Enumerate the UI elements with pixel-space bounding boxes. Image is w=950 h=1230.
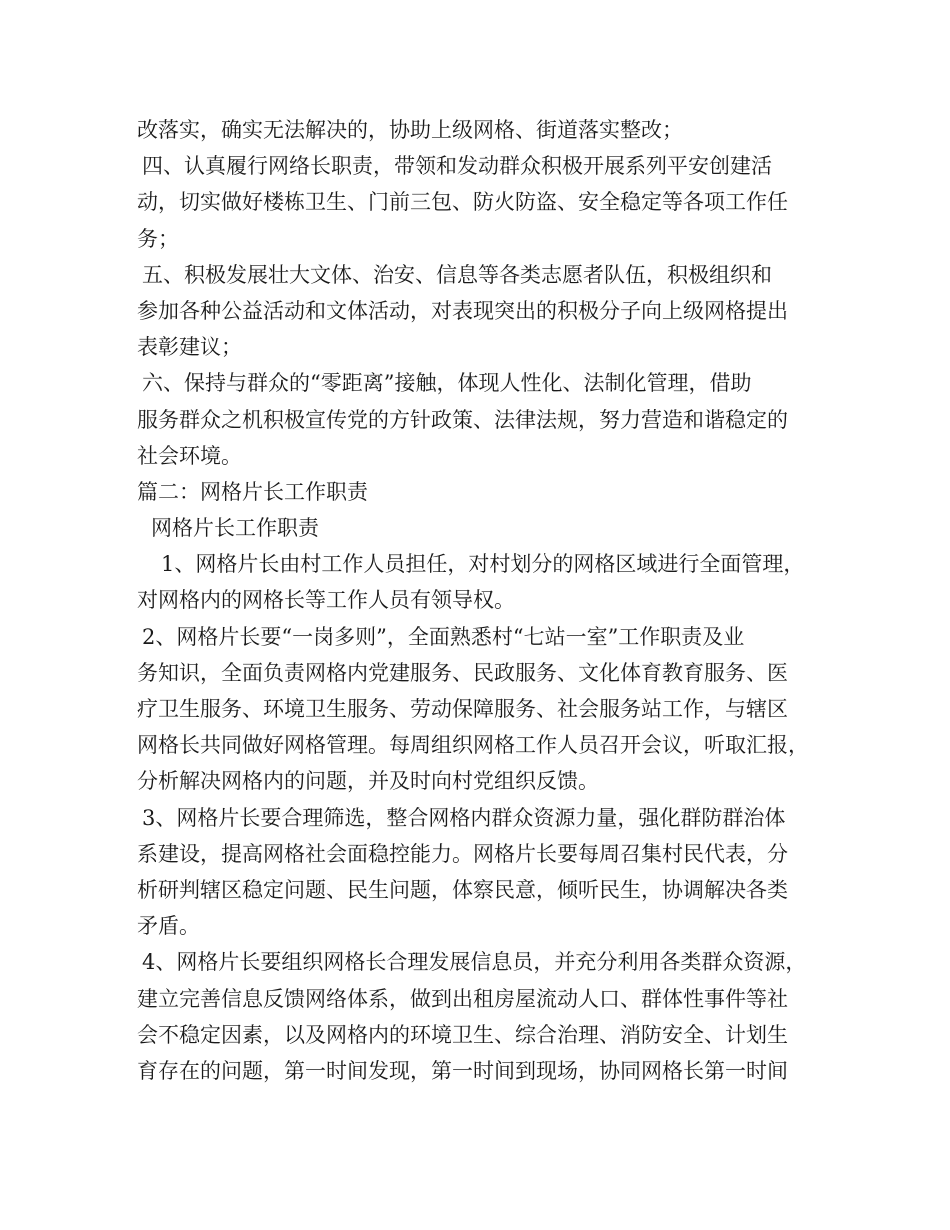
text-line: 动，切实做好楼栋卫生、门前三包、防火防盗、安全稳定等各项工作任 — [137, 190, 788, 215]
text-line: 1、网格片长由村工作人员担任，对村划分的网格区域进行全面管理， — [161, 552, 805, 577]
text-line: 改落实，确实无法解决的，协助上级网格、街道落实整改； — [137, 118, 683, 142]
text-line: 3、网格片长要合理筛选，整合网格内群众资源力量，强化群防群治体 — [142, 805, 786, 830]
text-line: 矛盾。 — [137, 914, 200, 939]
text-line: 系建设，提高网格社会面稳控能力。网格片长要每周召集村民代表，分 — [137, 841, 788, 866]
text-line: 疗卫生服务、环境卫生服务、劳动保障服务、社会服务站工作，与辖区 — [137, 697, 788, 721]
text-line: 务； — [137, 226, 179, 251]
text-line: 表彰建议； — [137, 335, 242, 360]
text-line: 建立完善信息反馈网络体系，做到出租房屋流动人口、群体性事件等社 — [137, 986, 788, 1011]
text-line: 六、保持与群众的“零距离”接触，体现人性化、法制化管理，借助 — [142, 371, 752, 396]
text-line: 分析解决网格内的问题，并及时向村党组织反馈。 — [137, 769, 599, 794]
text-line: 服务群众之机积极宣传党的方针政策、法律法规，努力营造和谐稳定的 — [137, 407, 788, 432]
text-line: 五、积极发展壮大文体、治安、信息等各类志愿者队伍，积极组织和 — [142, 262, 772, 287]
text-line: 育存在的问题，第一时间发现，第一时间到现场，协同网格长第一时间 — [137, 1058, 788, 1083]
text-line: 4、网格片长要组织网格长合理发展信息员，并充分利用各类群众资源， — [142, 950, 807, 975]
text-line: 对网格内的网格长等工作人员有领导权。 — [137, 588, 515, 613]
text-line: 2、网格片长要“一岗多则”，全面熟悉村“七站一室”工作职责及业 — [142, 624, 745, 649]
text-line: 社会环境。 — [137, 443, 242, 468]
document-body — [137, 112, 827, 1089]
text-line: 篇二：网格片长工作职责 — [137, 479, 368, 504]
text-line: 会不稳定因素，以及网格内的环境卫生、综合治理、消防安全、计划生 — [137, 1022, 788, 1047]
text-line: 参加各种公益活动和文体活动，对表现突出的积极分子向上级网格提出 — [137, 298, 788, 323]
text-line: 四、认真履行网络长职责，带领和发动群众积极开展系列平安创建活 — [142, 154, 772, 179]
text-line: 网格片长工作职责 — [151, 516, 319, 541]
text-line: 网格长共同做好网格管理。每周组织网格工作人员召开会议，听取汇报， — [137, 733, 809, 758]
text-line: 析研判辖区稳定问题、民生问题，体察民意，倾听民生，协调解决各类 — [137, 877, 788, 902]
text-line: 务知识，全面负责网格内党建服务、民政服务、文化体育教育服务、医 — [137, 660, 788, 685]
